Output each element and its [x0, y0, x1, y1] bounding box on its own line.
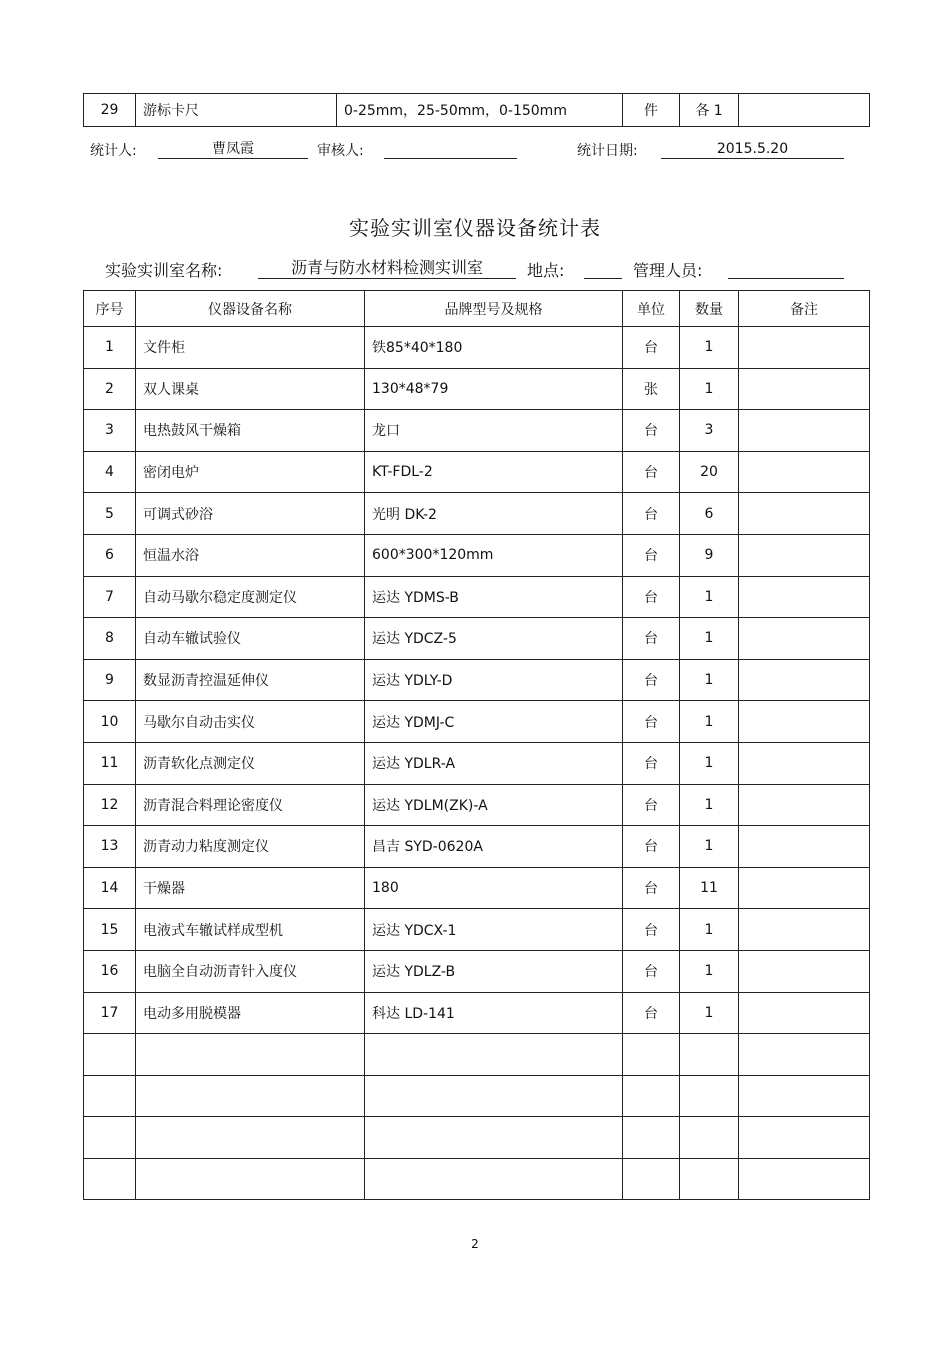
- table-row: [84, 909, 870, 951]
- cell-spec: 龙口: [365, 410, 623, 452]
- cell-name: 电脑全自动沥青针入度仪: [136, 950, 365, 992]
- cell-qty: 6: [680, 493, 739, 535]
- table-row: [84, 742, 870, 784]
- cell-qty: [680, 1075, 739, 1117]
- cell-no: 4: [84, 451, 136, 493]
- cell-name: [136, 1158, 365, 1200]
- cell-note: [739, 576, 870, 618]
- cell-qty: 1: [680, 742, 739, 784]
- cell-qty: 各 1: [680, 94, 739, 127]
- cell-no: 10: [84, 701, 136, 743]
- cell-spec: 运达 YDMS-B: [365, 576, 623, 618]
- cell-unit: 台: [623, 618, 680, 660]
- cell-no: 15: [84, 909, 136, 951]
- table-row: [84, 94, 870, 127]
- page-title: 实验实训室仪器设备统计表: [349, 216, 601, 240]
- cell-note: [739, 1158, 870, 1200]
- table-row: [84, 784, 870, 826]
- cell-unit: 台: [623, 576, 680, 618]
- cell-qty: 9: [680, 534, 739, 576]
- cell-name: 密闭电炉: [136, 451, 365, 493]
- cell-name: 沥青动力粘度测定仪: [136, 826, 365, 868]
- cell-unit: 台: [623, 950, 680, 992]
- cell-spec: 运达 YDLY-D: [365, 659, 623, 701]
- table-row: [84, 1158, 870, 1200]
- table-row: [84, 534, 870, 576]
- cell-name: 马歇尔自动击实仪: [136, 701, 365, 743]
- table-row: [84, 368, 870, 410]
- table-row: [84, 701, 870, 743]
- cell-note: [739, 867, 870, 909]
- cell-qty: 1: [680, 368, 739, 410]
- table-row: [84, 659, 870, 701]
- cell-no: 1: [84, 327, 136, 369]
- cell-qty: 1: [680, 950, 739, 992]
- cell-unit: [623, 1075, 680, 1117]
- cell-spec: 运达 YDLR-A: [365, 742, 623, 784]
- cell-unit: 台: [623, 992, 680, 1034]
- table-row: [84, 867, 870, 909]
- cell-name: 沥青混合料理论密度仪: [136, 784, 365, 826]
- cell-no: [84, 1158, 136, 1200]
- cell-no: 2: [84, 368, 136, 410]
- cell-unit: 台: [623, 493, 680, 535]
- cell-no: 3: [84, 410, 136, 452]
- cell-unit: 台: [623, 534, 680, 576]
- table-row: [84, 1117, 870, 1159]
- cell-note: [739, 1034, 870, 1076]
- cell-qty: 20: [680, 451, 739, 493]
- cell-name: 可调式砂浴: [136, 493, 365, 535]
- cell-unit: 台: [623, 742, 680, 784]
- cell-name: 恒温水浴: [136, 534, 365, 576]
- cell-spec: 昌吉 SYD-0620A: [365, 826, 623, 868]
- cell-name: 双人课桌: [136, 368, 365, 410]
- reviewer-label: 审核人:: [317, 143, 364, 159]
- cell-qty: 1: [680, 659, 739, 701]
- cell-qty: 1: [680, 701, 739, 743]
- table-row: [84, 493, 870, 535]
- cell-name: 电液式车辙试样成型机: [136, 909, 365, 951]
- cell-note: [739, 992, 870, 1034]
- cell-qty: 1: [680, 618, 739, 660]
- table-row: [84, 451, 870, 493]
- cell-qty: 1: [680, 909, 739, 951]
- cell-unit: [623, 1158, 680, 1200]
- cell-no: 11: [84, 742, 136, 784]
- header-qty: 数量: [680, 291, 739, 327]
- cell-no: 16: [84, 950, 136, 992]
- cell-spec: 运达 YDCX-1: [365, 909, 623, 951]
- cell-spec: 光明 DK-2: [365, 493, 623, 535]
- cell-note: [739, 659, 870, 701]
- previous-table: [83, 93, 870, 127]
- cell-note: [739, 1075, 870, 1117]
- header-unit: 单位: [623, 291, 680, 327]
- cell-note: [739, 534, 870, 576]
- cell-no: [84, 1034, 136, 1076]
- table-row: [84, 950, 870, 992]
- header-note: 备注: [739, 291, 870, 327]
- cell-qty: 1: [680, 826, 739, 868]
- manager-value: [728, 258, 844, 279]
- cell-unit: 台: [623, 701, 680, 743]
- table-row: [84, 576, 870, 618]
- place-value: [584, 258, 622, 279]
- cell-no: 9: [84, 659, 136, 701]
- cell-unit: 件: [623, 94, 680, 127]
- cell-spec: 0-25mm，25-50mm，0-150mm: [337, 94, 623, 127]
- table-row: [84, 1034, 870, 1076]
- room-name-label: 实验实训室名称:: [105, 261, 223, 280]
- cell-name: 沥青软化点测定仪: [136, 742, 365, 784]
- stat-person-value: 曹凤霞: [158, 140, 308, 159]
- cell-unit: 台: [623, 327, 680, 369]
- table-row: [84, 826, 870, 868]
- cell-no: [84, 1117, 136, 1159]
- table-row: [84, 618, 870, 660]
- cell-name: 自动马歇尔稳定度测定仪: [136, 576, 365, 618]
- cell-unit: 台: [623, 784, 680, 826]
- cell-spec: 180: [365, 867, 623, 909]
- cell-name: 数显沥青控温延伸仪: [136, 659, 365, 701]
- cell-qty: [680, 1034, 739, 1076]
- cell-spec: 运达 YDLZ-B: [365, 950, 623, 992]
- cell-note: [739, 742, 870, 784]
- cell-note: [739, 909, 870, 951]
- cell-spec: [365, 1117, 623, 1159]
- stat-person-label: 统计人:: [90, 143, 137, 159]
- cell-qty: [680, 1158, 739, 1200]
- cell-note: [739, 368, 870, 410]
- cell-spec: 运达 YDMJ-C: [365, 701, 623, 743]
- cell-note: [739, 94, 870, 127]
- cell-name: [136, 1034, 365, 1076]
- cell-no: 6: [84, 534, 136, 576]
- cell-note: [739, 950, 870, 992]
- cell-unit: 台: [623, 659, 680, 701]
- cell-name: 电热鼓风干燥箱: [136, 410, 365, 452]
- cell-unit: 张: [623, 368, 680, 410]
- cell-no: 29: [84, 94, 136, 127]
- stat-date-value: 2015.5.20: [661, 140, 844, 159]
- place-label: 地点:: [527, 261, 565, 280]
- cell-name: [136, 1117, 365, 1159]
- cell-qty: 11: [680, 867, 739, 909]
- header-no: 序号: [84, 291, 136, 327]
- table-row: [84, 327, 870, 369]
- cell-note: [739, 701, 870, 743]
- cell-no: 14: [84, 867, 136, 909]
- header-spec: 品牌型号及规格: [365, 291, 623, 327]
- cell-unit: 台: [623, 826, 680, 868]
- cell-unit: 台: [623, 867, 680, 909]
- cell-no: 5: [84, 493, 136, 535]
- cell-spec: 科达 LD-141: [365, 992, 623, 1034]
- cell-name: [136, 1075, 365, 1117]
- cell-unit: 台: [623, 451, 680, 493]
- cell-spec: [365, 1034, 623, 1076]
- manager-label: 管理人员:: [633, 261, 703, 280]
- cell-spec: 运达 YDCZ-5: [365, 618, 623, 660]
- stat-date-label: 统计日期:: [577, 143, 638, 159]
- cell-note: [739, 327, 870, 369]
- cell-qty: 1: [680, 784, 739, 826]
- room-name-value: 沥青与防水材料检测实训室: [258, 258, 516, 279]
- cell-name: 自动车辙试验仪: [136, 618, 365, 660]
- cell-note: [739, 618, 870, 660]
- cell-spec: 运达 YDLM(ZK)-A: [365, 784, 623, 826]
- cell-qty: [680, 1117, 739, 1159]
- cell-spec: KT-FDL-2: [365, 451, 623, 493]
- cell-no: 17: [84, 992, 136, 1034]
- cell-qty: 1: [680, 992, 739, 1034]
- cell-unit: [623, 1117, 680, 1159]
- page-number: 2: [471, 1237, 479, 1251]
- cell-name: 游标卡尺: [136, 94, 337, 127]
- cell-note: [739, 826, 870, 868]
- cell-unit: 台: [623, 410, 680, 452]
- cell-note: [739, 410, 870, 452]
- table-header-row: [84, 291, 870, 327]
- cell-name: 文件柜: [136, 327, 365, 369]
- cell-name: 电动多用脱模器: [136, 992, 365, 1034]
- cell-no: 13: [84, 826, 136, 868]
- cell-name: 干燥器: [136, 867, 365, 909]
- equipment-table: [83, 290, 870, 1200]
- cell-spec: [365, 1158, 623, 1200]
- cell-no: [84, 1075, 136, 1117]
- cell-spec: [365, 1075, 623, 1117]
- cell-spec: 130*48*79: [365, 368, 623, 410]
- cell-no: 12: [84, 784, 136, 826]
- cell-note: [739, 1117, 870, 1159]
- header-name: 仪器设备名称: [136, 291, 365, 327]
- reviewer-value: [384, 140, 517, 159]
- cell-note: [739, 493, 870, 535]
- cell-spec: 铁85*40*180: [365, 327, 623, 369]
- table-row: [84, 410, 870, 452]
- cell-qty: 1: [680, 327, 739, 369]
- cell-qty: 1: [680, 576, 739, 618]
- cell-qty: 3: [680, 410, 739, 452]
- cell-spec: 600*300*120mm: [365, 534, 623, 576]
- table-body: [84, 327, 870, 1200]
- cell-no: 7: [84, 576, 136, 618]
- cell-note: [739, 451, 870, 493]
- cell-unit: 台: [623, 909, 680, 951]
- cell-unit: [623, 1034, 680, 1076]
- table-row: [84, 992, 870, 1034]
- table-row: [84, 1075, 870, 1117]
- cell-no: 8: [84, 618, 136, 660]
- cell-note: [739, 784, 870, 826]
